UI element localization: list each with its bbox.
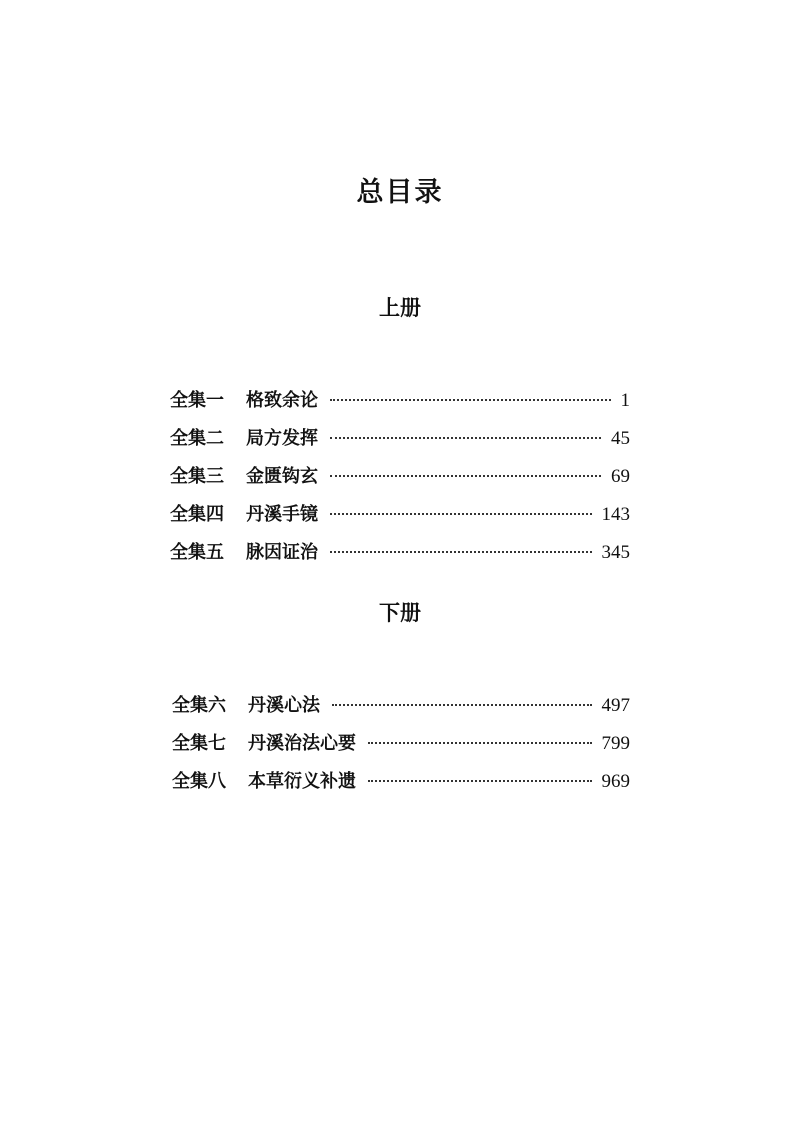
- toc-entry-page: 69: [611, 466, 630, 487]
- toc-entry-page: 143: [601, 504, 630, 525]
- toc-entry-title: 丹溪心法: [248, 695, 320, 716]
- volume-title-lower: 下册: [379, 601, 421, 625]
- toc-entry-title: 脉因证治: [246, 542, 318, 563]
- toc-entry-page: 1: [620, 390, 630, 411]
- toc-entry[interactable]: [172, 768, 630, 806]
- toc-entry[interactable]: [170, 387, 630, 425]
- toc-entry-title: 丹溪手镜: [246, 504, 318, 525]
- toc-entry-page: 345: [601, 542, 630, 563]
- toc-entry-title: 本草衍义补遗: [248, 771, 356, 792]
- dot-leader: [330, 475, 601, 477]
- toc-entry-label: 全集六: [172, 695, 226, 716]
- toc-entry-page: 497: [601, 695, 630, 716]
- toc-entry[interactable]: [170, 463, 630, 501]
- toc-entry-label: 全集八: [172, 771, 226, 792]
- toc-entry[interactable]: [172, 692, 630, 730]
- toc-entry-page: 799: [601, 733, 630, 754]
- toc-entry-label: 全集五: [170, 542, 224, 563]
- toc-entry-title: 局方发挥: [246, 428, 318, 449]
- toc-entry-title: 丹溪治法心要: [248, 733, 356, 754]
- dot-leader: [330, 551, 592, 553]
- toc-entry-label: 全集七: [172, 733, 226, 754]
- toc-list-upper: [170, 387, 630, 577]
- volume-title-upper: 上册: [379, 296, 421, 320]
- toc-entry-page: 45: [611, 428, 630, 449]
- dot-leader: [332, 704, 592, 706]
- toc-entry-title: 金匮钩玄: [246, 466, 318, 487]
- toc-entry[interactable]: [170, 425, 630, 463]
- toc-list-lower: [172, 692, 630, 806]
- toc-entry-label: 全集二: [170, 428, 224, 449]
- dot-leader: [330, 399, 611, 401]
- toc-entry-label: 全集三: [170, 466, 224, 487]
- toc-entry-label: 全集一: [170, 390, 224, 411]
- toc-entry[interactable]: [170, 501, 630, 539]
- dot-leader: [330, 513, 592, 515]
- dot-leader: [330, 437, 601, 439]
- toc-entry[interactable]: [170, 539, 630, 577]
- toc-entry-label: 全集四: [170, 504, 224, 525]
- toc-entry-title: 格致余论: [246, 390, 318, 411]
- page-title: 总目录: [356, 177, 444, 208]
- dot-leader: [368, 742, 592, 744]
- toc-entry[interactable]: [172, 730, 630, 768]
- toc-entry-page: 969: [601, 771, 630, 792]
- dot-leader: [368, 780, 592, 782]
